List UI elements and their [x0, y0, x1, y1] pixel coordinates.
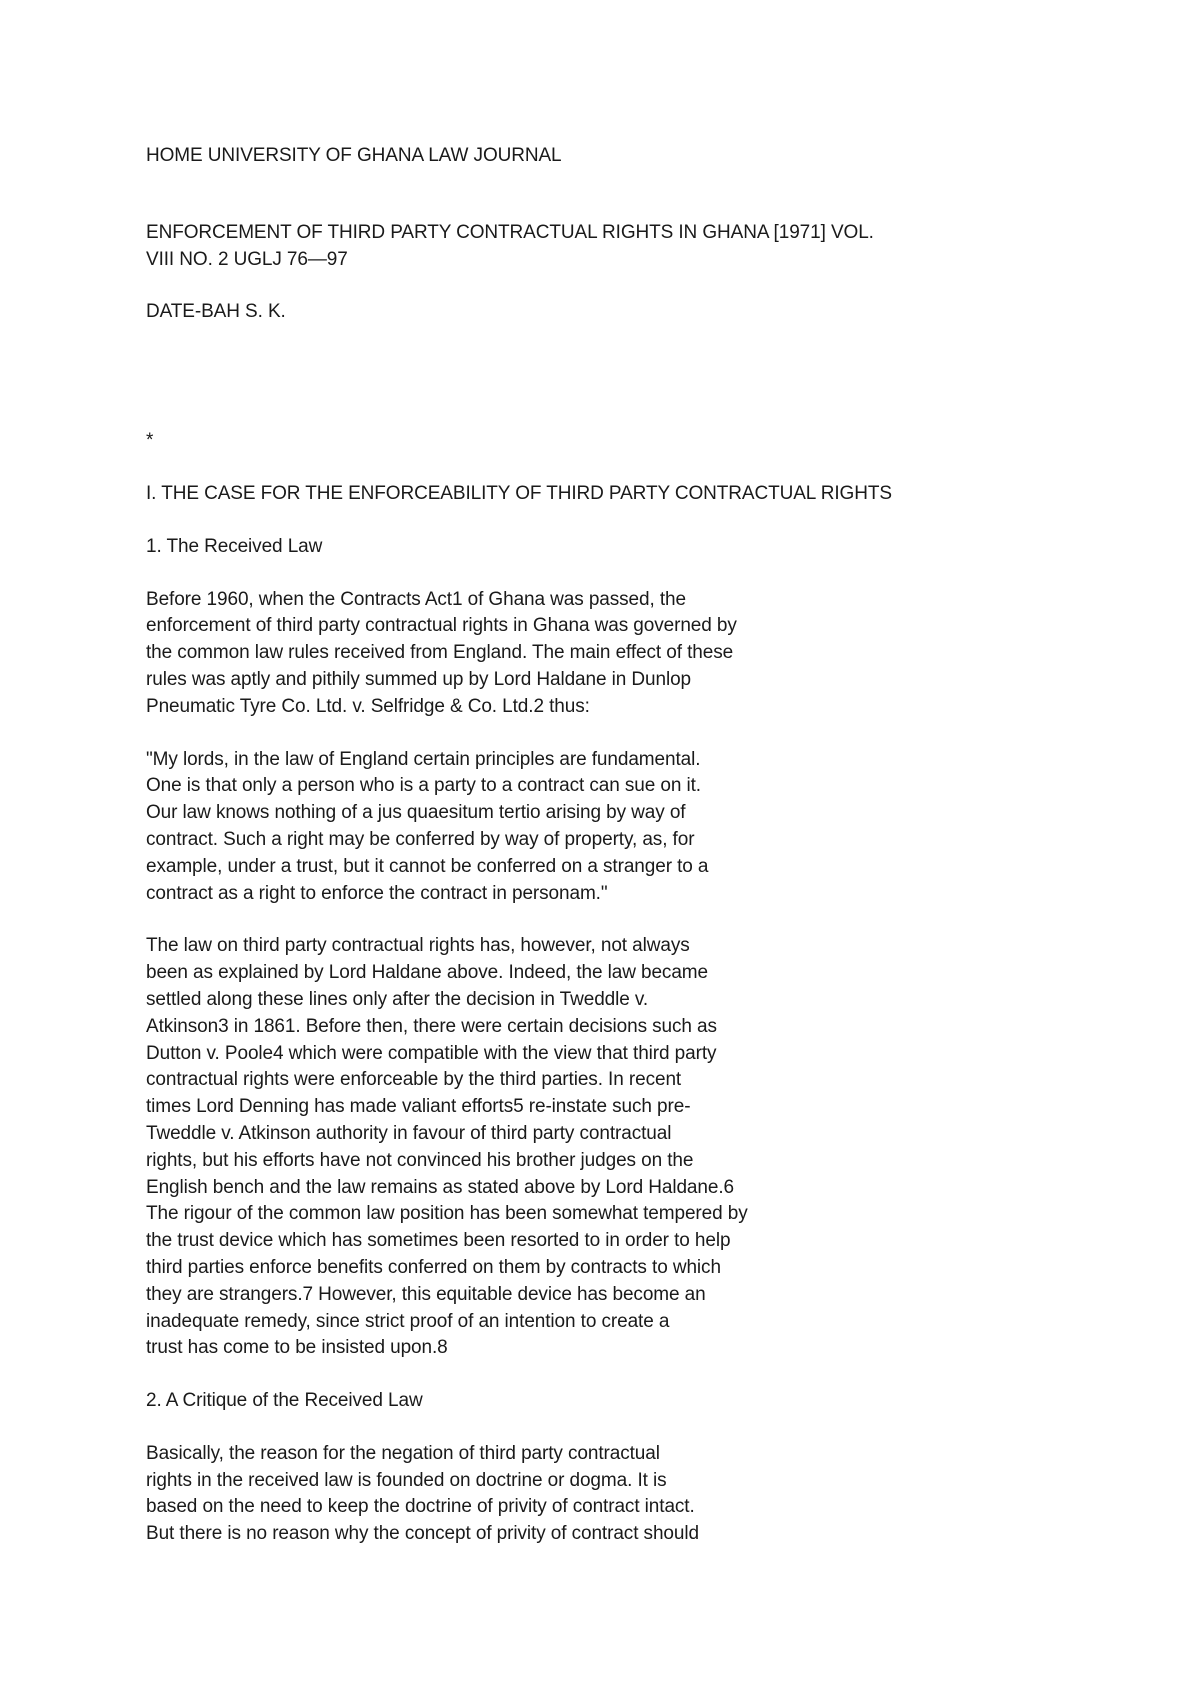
article-title-line: VIII NO. 2 UGLJ 76—97	[146, 248, 348, 270]
author-name: DATE-BAH S. K.	[146, 301, 286, 323]
paragraph-line: English bench and the law remains as stated above by Lord Haldane.6	[146, 1176, 734, 1198]
paragraph-line: rights in the received law is founded on doctrine or dogma. It is	[146, 1469, 667, 1491]
quotation-line: contract. Such a right may be conferred by way of property, as, for	[146, 828, 695, 850]
paragraph-line: rules was aptly and pithily summed up by Lord Haldane in Dunlop	[146, 668, 692, 690]
paragraph-1	[146, 587, 936, 721]
paragraph-line: Tweddle v. Atkinson authority in favour of third party contractual	[146, 1122, 672, 1144]
quotation-line: contract as a right to enforce the contract in personam."	[146, 882, 608, 904]
asterisk-mark: *	[146, 430, 154, 452]
section-heading	[146, 481, 936, 508]
paragraph-line: based on the need to keep the doctrine of privity of contract intact.	[146, 1496, 695, 1518]
subsection-heading-1	[146, 534, 936, 561]
paragraph-line: The law on third party contractual rights has, however, not always	[146, 935, 690, 957]
paragraph-line: Basically, the reason for the negation of third party contractual	[146, 1442, 660, 1464]
paragraph-line: Before 1960, when the Contracts Act1 of Ghana was passed, the	[146, 588, 686, 610]
paragraph-line: Atkinson3 in 1861. Before then, there were certain decisions such as	[146, 1015, 717, 1037]
paragraph-line: rights, but his efforts have not convinced his brother judges on the	[146, 1149, 694, 1171]
paragraph-line: inadequate remedy, since strict proof of an intention to create a	[146, 1310, 670, 1332]
paragraph-line: Pneumatic Tyre Co. Ltd. v. Selfridge & Co. Ltd.2 thus:	[146, 695, 590, 717]
paragraph-2	[146, 933, 936, 1362]
paragraph-3	[146, 1441, 936, 1548]
section-heading-text: I. THE CASE FOR THE ENFORCEABILITY OF THIRD PARTY CONTRACTUAL RIGHTS	[146, 482, 892, 504]
quotation-line: example, under a trust, but it cannot be conferred on a stranger to a	[146, 855, 709, 877]
paragraph-line: trust has come to be insisted upon.8	[146, 1337, 448, 1359]
paragraph-line: enforcement of third party contractual rights in Ghana was governed by	[146, 615, 737, 637]
quotation-line: One is that only a person who is a party to a contract can sue on it.	[146, 775, 701, 797]
quotation-line: "My lords, in the law of England certain principles are fundamental.	[146, 748, 701, 770]
paragraph-line: the common law rules received from England. The main effect of these	[146, 642, 734, 664]
paragraph-line: they are strangers.7 However, this equitable device has become an	[146, 1283, 706, 1305]
article-title	[146, 220, 936, 274]
paragraph-line: times Lord Denning has made valiant efforts5 re-instate such pre-	[146, 1096, 691, 1118]
quotation-line: Our law knows nothing of a jus quaesitum tertio arising by way of	[146, 802, 686, 824]
paragraph-line: settled along these lines only after the decision in Tweddle v.	[146, 988, 649, 1010]
subsection-heading-text: 1. The Received Law	[146, 535, 323, 557]
paragraph-line: But there is no reason why the concept of privity of contract should	[146, 1523, 699, 1545]
subsection-heading-2	[146, 1388, 936, 1415]
quotation	[146, 747, 936, 908]
journal-name: HOME UNIVERSITY OF GHANA LAW JOURNAL	[146, 145, 562, 166]
subsection-heading-text: 2. A Critique of the Received Law	[146, 1390, 423, 1412]
footnote-asterisk	[146, 428, 936, 455]
paragraph-line: Dutton v. Poole4 which were compatible with the view that third party	[146, 1042, 717, 1064]
paragraph-line: third parties enforce benefits conferred on them by contracts to which	[146, 1256, 721, 1278]
author	[146, 299, 936, 326]
document-body	[146, 143, 936, 1548]
paragraph-line: the trust device which has sometimes been resorted to in order to help	[146, 1230, 731, 1252]
paragraph-line: contractual rights were enforceable by the third parties. In recent	[146, 1069, 682, 1091]
article-title-line: ENFORCEMENT OF THIRD PARTY CONTRACTUAL RIGHTS IN GHANA [1971] VOL.	[146, 221, 874, 243]
paragraph-line: The rigour of the common law position has been somewhat tempered by	[146, 1203, 748, 1225]
paragraph-line: been as explained by Lord Haldane above. Indeed, the law became	[146, 962, 708, 984]
journal-header	[146, 143, 936, 170]
